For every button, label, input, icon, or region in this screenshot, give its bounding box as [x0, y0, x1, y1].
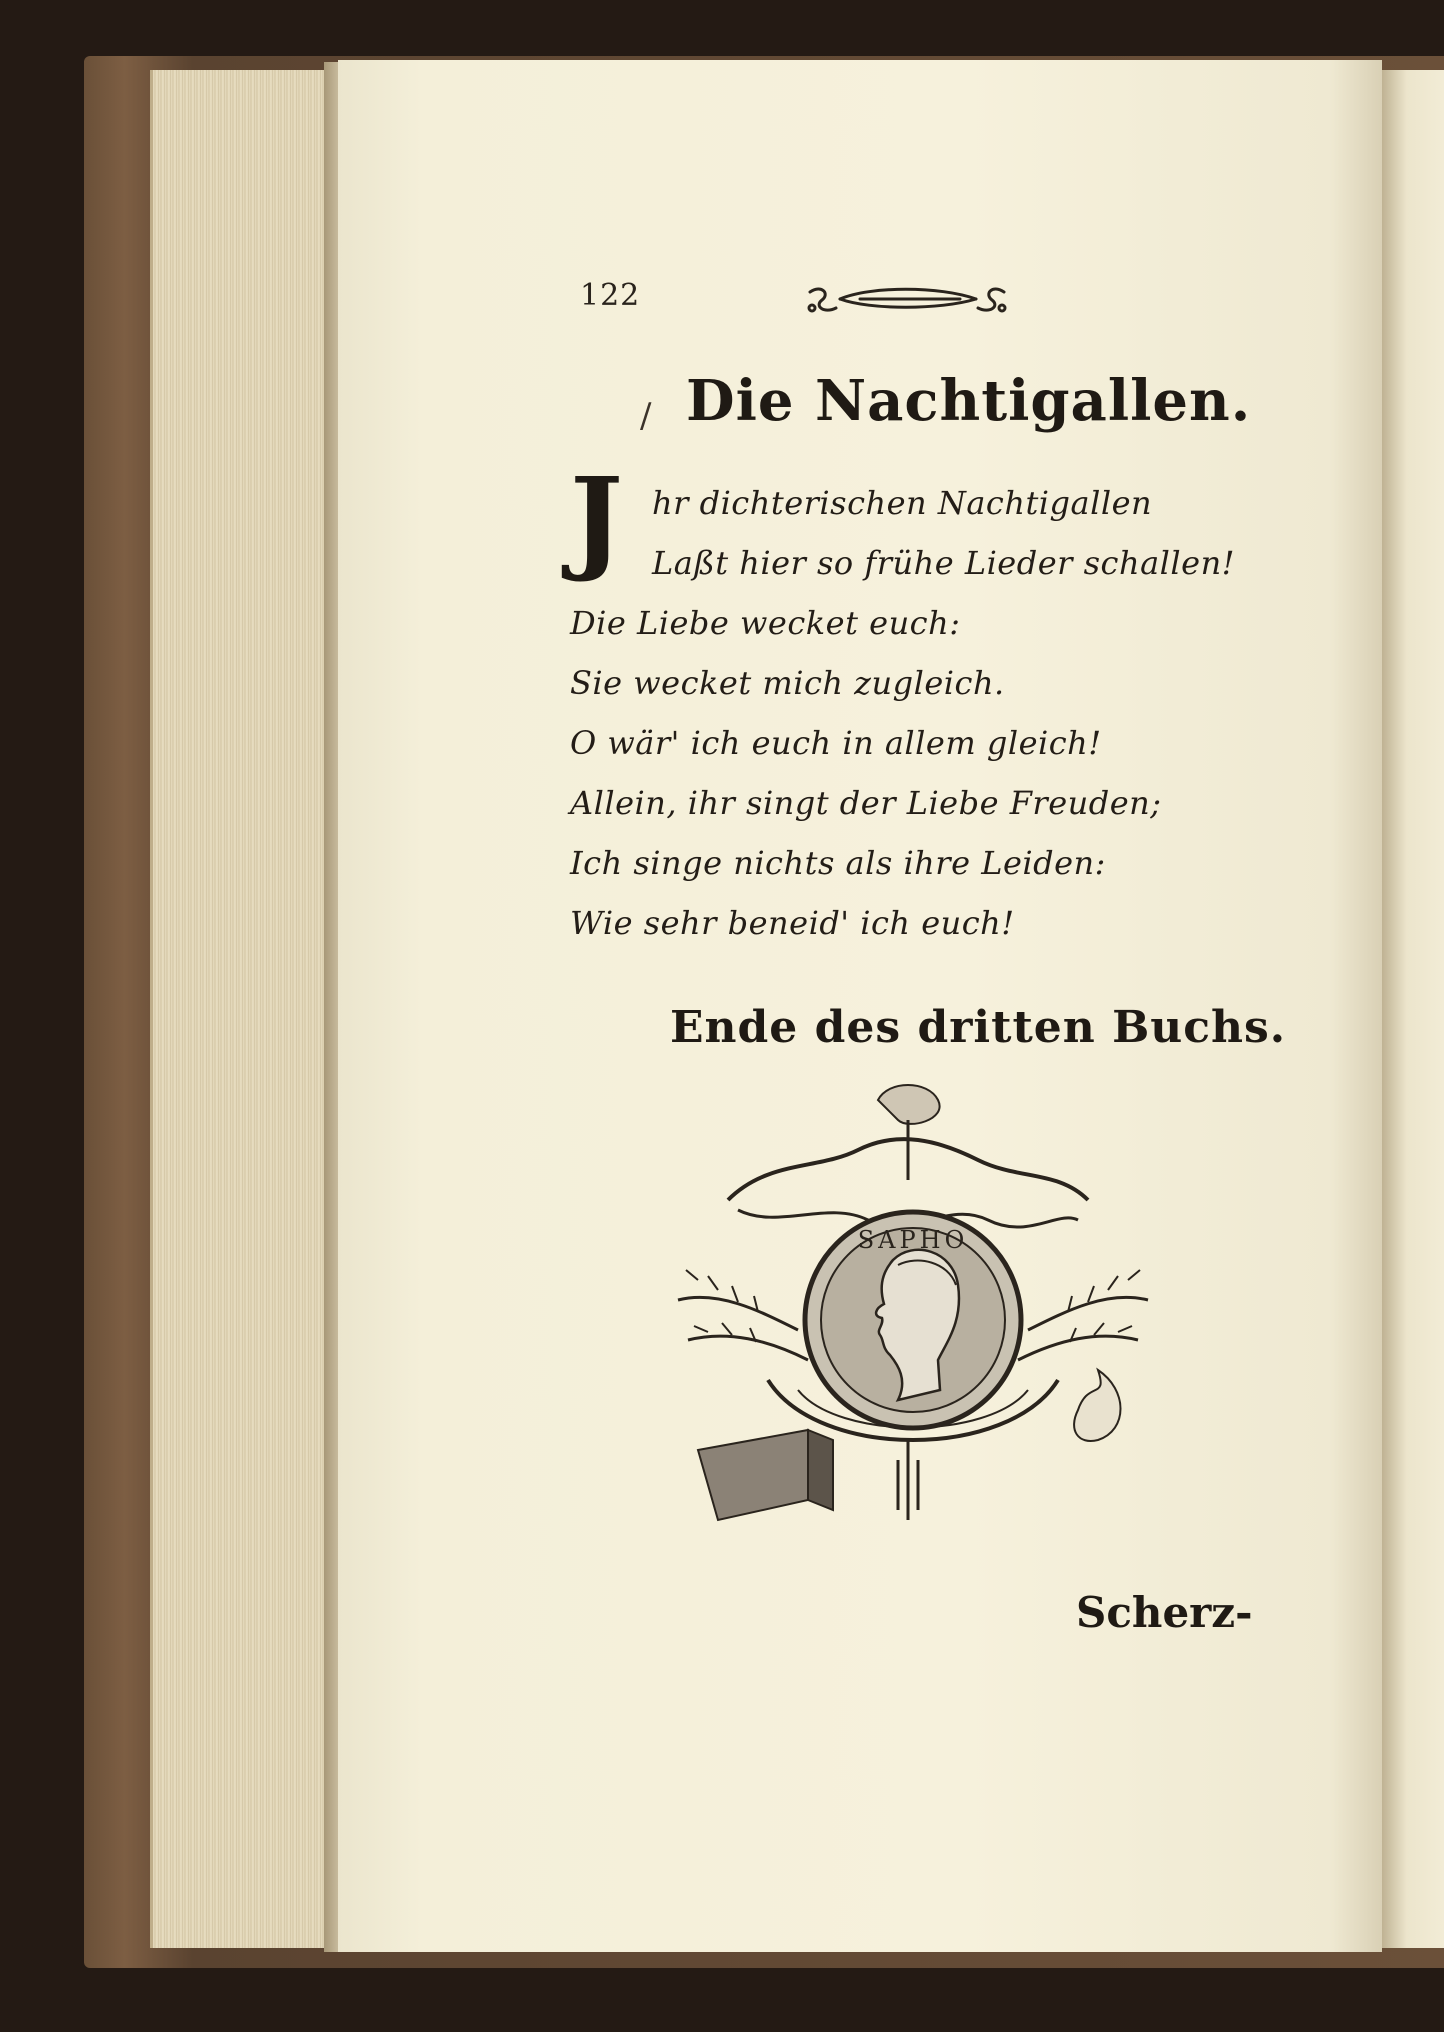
poem-line: O wär' ich euch in allem gleich!: [570, 724, 1102, 762]
poem-line: Die Liebe wecket euch:: [570, 604, 961, 642]
title-pencil-mark: /: [640, 396, 652, 436]
catchword: Scherz-: [1076, 1588, 1253, 1637]
poem-line: Allein, ihr singt der Liebe Freuden;: [570, 784, 1162, 822]
page-edges: [150, 70, 335, 1948]
page-title: Die Nachtigallen.: [686, 368, 1252, 434]
end-of-book-note: Ende des dritten Buchs.: [670, 1002, 1287, 1053]
page-number: 122: [580, 278, 641, 313]
facing-page-edge: [1382, 70, 1444, 1948]
medallion-portrait-vignette-icon: [658, 1080, 1168, 1540]
poem-line: Ich singe nichts als ihre Leiden:: [570, 844, 1106, 882]
poem-line: Wie sehr beneid' ich euch!: [570, 904, 1015, 942]
poem-line: Sie wecket mich zugleich.: [570, 664, 1005, 702]
headpiece-ornament-icon: [800, 274, 1014, 324]
poem-dropcap: J: [570, 454, 623, 585]
medallion-inscription: SAPHO: [857, 1226, 969, 1254]
poem-line: hr dichterischen Nachtigallen: [652, 484, 1153, 522]
poem-line: Laßt hier so frühe Lieder schallen!: [652, 544, 1236, 582]
